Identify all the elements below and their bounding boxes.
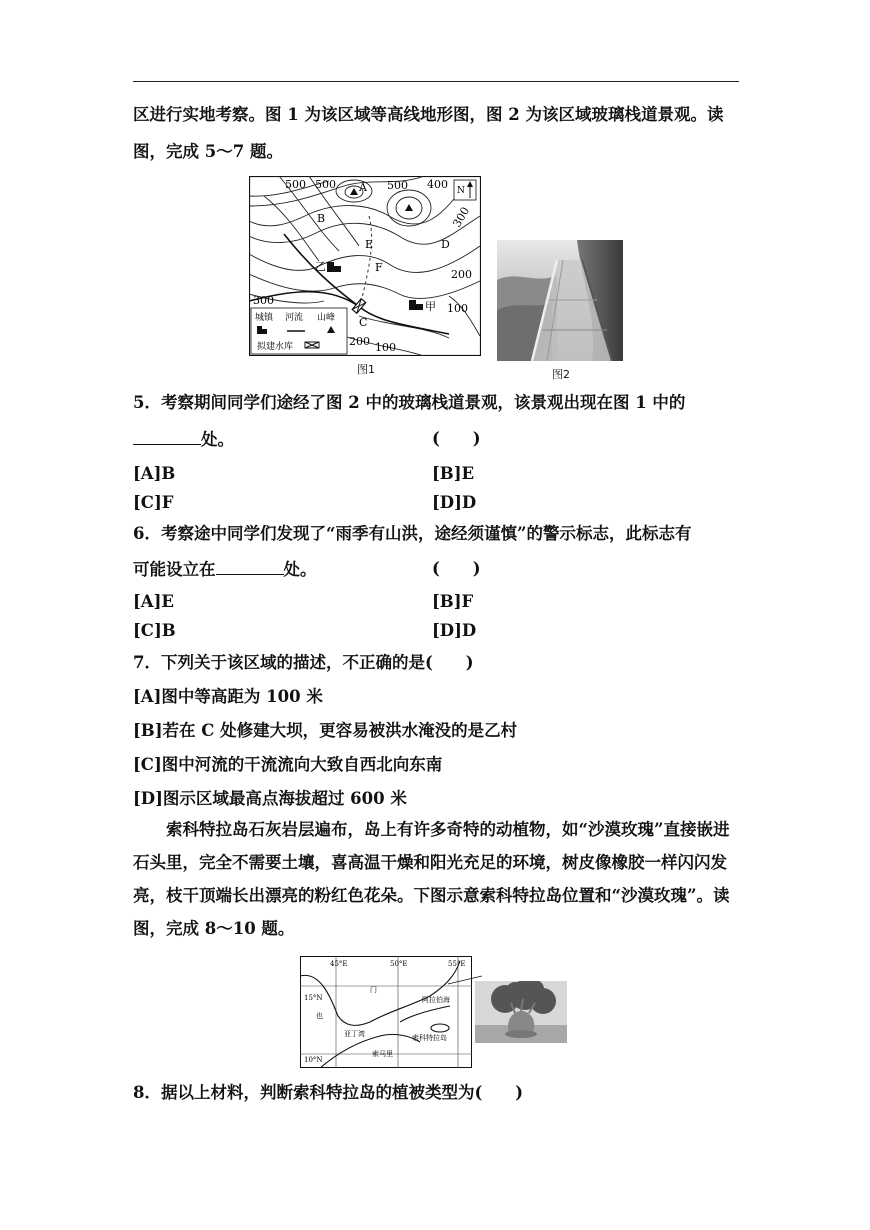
point-label-e: E xyxy=(365,238,374,251)
north-label: N xyxy=(457,186,465,196)
town-label-jia: 甲 xyxy=(425,300,436,313)
contour-label: 300 xyxy=(253,294,274,307)
q7-option-d[interactable]: [D]图示区域最高点海拔超过 600 米 xyxy=(133,789,407,808)
contour-label: 500 xyxy=(315,178,336,191)
place-label: 索马里 xyxy=(372,1050,393,1058)
point-label-d: D xyxy=(441,238,450,251)
lat-label: 10°N xyxy=(304,1056,323,1064)
lon-label: 55°E xyxy=(448,960,466,968)
q6-option-b[interactable]: [B]F xyxy=(432,592,474,611)
q8-stem: 8．据以上材料，判断索科特拉岛的植被类型为( ) xyxy=(133,1083,524,1102)
contour-label: 100 xyxy=(447,302,468,315)
passage-text: 索科特拉岛石灰岩层遍布，岛上有许多奇特的动植物，如“沙漠玫瑰”直接嵌进石头里，完全不需要土壤，喜高温干燥和阳光充足的环境，树皮像橡胶一样闪闪发亮，枝干顶端长出漂亮的粉红色花朵。下图示意索科特拉岛位置和“沙漠玫瑰”。读图，完成 8～10 题。 xyxy=(133,820,730,938)
legend-river-label: 河流 xyxy=(285,313,304,323)
q7-option-b[interactable]: [B]若在 C 处修建大坝，更容易被洪水淹没的是乙村 xyxy=(133,721,518,740)
intro-line-1: 区进行实地考察。图 1 为该区域等高线地形图，图 2 为该区域玻璃栈道景观。读 xyxy=(133,105,724,124)
lat-label: 15°N xyxy=(304,994,323,1002)
legend-town-label: 城镇 xyxy=(255,313,274,323)
q5-option-c[interactable]: [C]F xyxy=(133,493,174,512)
q6-option-d[interactable]: [D]D xyxy=(432,621,477,640)
contour-label: 500 xyxy=(387,179,408,192)
figure-2-caption: 图2 xyxy=(552,368,570,381)
legend-reservoir-label: 拟建水库 xyxy=(257,342,294,352)
q5-paren: ( ) xyxy=(432,429,481,448)
q7-option-a[interactable]: [A]图中等高距为 100 米 xyxy=(133,687,323,706)
desert-rose-photo xyxy=(475,981,567,1043)
q7-stem: 7．下列关于该区域的描述，不正确的是( ) xyxy=(133,653,474,672)
place-label: 阿拉伯海 xyxy=(422,996,450,1004)
figure-1-caption: 图1 xyxy=(357,363,375,376)
figure-socotra-map xyxy=(300,956,472,1068)
q6-answer-blank[interactable] xyxy=(216,558,284,575)
point-label-b: B xyxy=(317,212,326,225)
q6-stem-line-2: 可能设立在 处。 xyxy=(133,560,317,579)
q6-paren: ( ) xyxy=(432,559,481,578)
q5-stem-line-1: 5．考察期间同学们途经了图 2 中的玻璃栈道景观，该景观出现在图 1 中的 xyxy=(133,393,686,412)
q7-option-c[interactable]: [C]图中河流的干流流向大致自西北向东南 xyxy=(133,755,443,774)
passage xyxy=(133,813,743,945)
legend-peak-label: 山峰 xyxy=(317,313,336,323)
q6-stem-line-1: 6．考察途中同学们发现了“雨季有山洪，途经须谨慎”的警示标志，此标志有 xyxy=(133,524,692,543)
place-label: 索科特拉岛 xyxy=(412,1034,447,1042)
header-rule xyxy=(133,81,739,82)
q5-answer-blank[interactable] xyxy=(133,428,201,445)
point-label-c: C xyxy=(359,316,368,329)
q5-option-a[interactable]: [A]B xyxy=(133,464,176,483)
map-legend xyxy=(251,308,347,354)
place-label: 亚丁湾 xyxy=(344,1030,365,1038)
q5-stem-line-2: 处。 xyxy=(133,428,234,451)
lon-label: 50°E xyxy=(390,960,408,968)
intro-line-2: 图，完成 5～7 题。 xyxy=(133,142,283,161)
contour-label: 300 xyxy=(450,204,473,230)
point-label-f: F xyxy=(375,261,383,274)
point-label-a: A xyxy=(359,181,367,194)
place-label: 门 xyxy=(370,986,377,994)
town-label-yi: 乙 xyxy=(315,260,326,273)
q6-option-a[interactable]: [A]E xyxy=(133,592,174,611)
contour-label: 200 xyxy=(349,335,370,348)
contour-label: 200 xyxy=(451,268,472,281)
q6-option-c[interactable]: [C]B xyxy=(133,621,176,640)
contour-label: 100 xyxy=(375,341,396,354)
figure-2-glass-walkway-photo xyxy=(497,240,623,361)
q5-option-d[interactable]: [D]D xyxy=(432,493,477,512)
q5-option-b[interactable]: [B]E xyxy=(432,464,475,483)
lon-label: 45°E xyxy=(330,960,348,968)
place-label: 也 xyxy=(316,1012,323,1020)
figure-1-contour-map xyxy=(249,176,481,356)
contour-label: 500 xyxy=(285,178,306,191)
contour-label: 400 xyxy=(427,178,448,191)
